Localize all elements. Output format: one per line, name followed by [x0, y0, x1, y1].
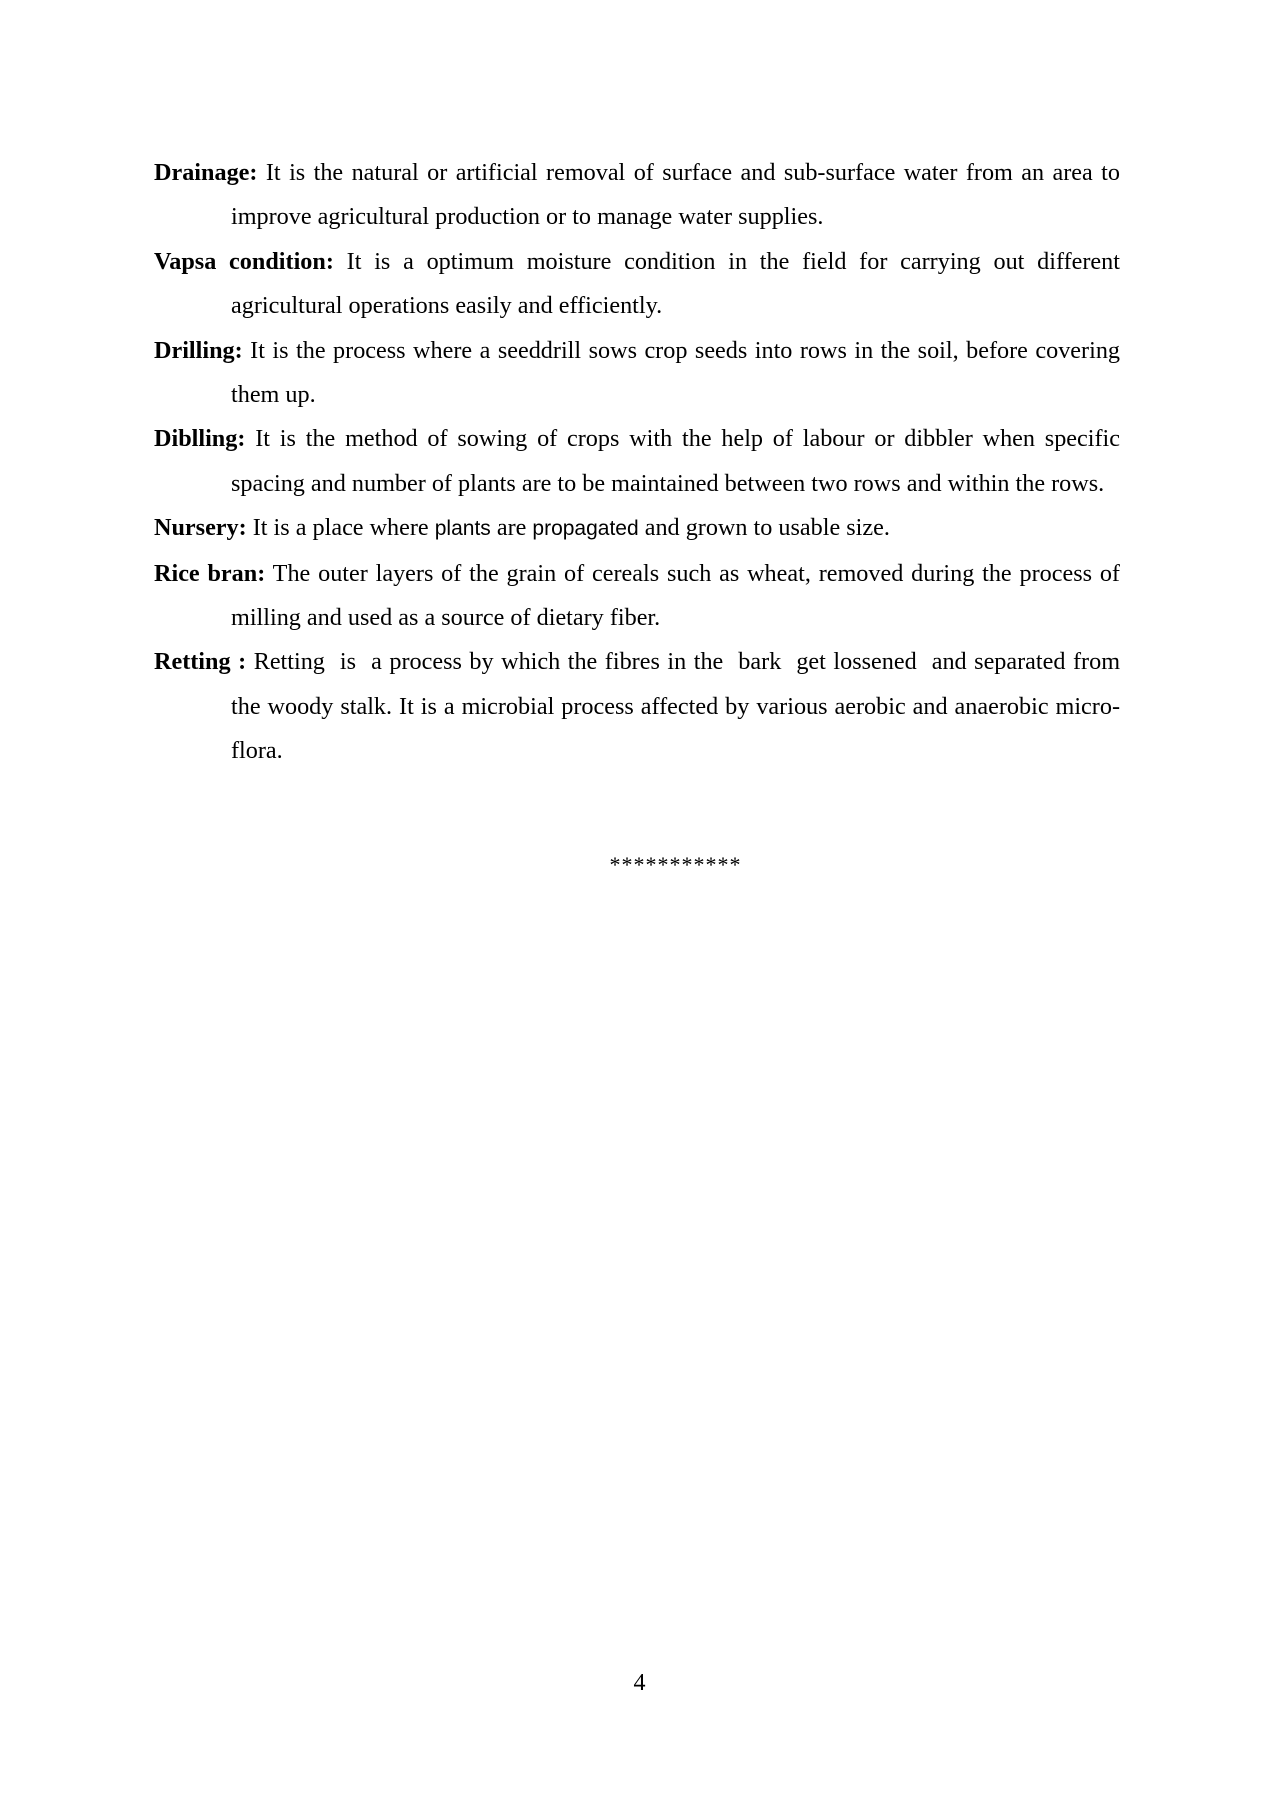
- entry-definition-part: propagated: [532, 517, 639, 541]
- entry-definition: It is the process where a seeddrill sows crop seeds into rows in the soil, before covering them up.: [231, 336, 1121, 409]
- glossary-entry-vapsa-condition: [154, 240, 1120, 329]
- entry-definition-part: plants: [434, 517, 491, 541]
- glossary-entry-nursery: [154, 506, 1120, 551]
- entry-definition: Retting is a process by which the fibres in the bark get lossened and separated from the woody stalk. It is a microbial process affected by various aerobic and anaerobic micro-flora.: [231, 648, 1127, 765]
- entry-definition-part: and grown to usable size.: [644, 514, 890, 542]
- glossary-entry-diblling: [154, 417, 1120, 506]
- glossary-entry-rice-bran: [154, 552, 1120, 641]
- glossary-entry-retting: [154, 640, 1127, 773]
- page-number: 4: [633, 1670, 646, 1696]
- entry-term: Drainage:: [154, 159, 258, 186]
- entry-definition: It is the natural or artificial removal of surface and sub-surface water from an area to improve agricultural production or to manage water supplies.: [231, 159, 1120, 231]
- glossary: [154, 151, 1127, 774]
- entry-definition: It is a optimum moisture condition in the field for carrying out different agricultural operations easily and efficiently.: [231, 247, 1120, 320]
- entry-term: Nursery:: [154, 514, 247, 542]
- section-divider: ***********: [609, 852, 742, 877]
- entry-definition: It is the method of sowing of crops with the help of labour or dibbler when specific spacing and number of plants are to be maintained between two rows and within the rows.: [231, 425, 1121, 497]
- entry-term: Diblling:: [154, 425, 246, 453]
- glossary-entry-drilling: [154, 329, 1120, 418]
- entry-definition: The outer layers of the grain of cereals such as wheat, removed during the process of milling and used as a source of dietary fiber.: [231, 559, 1120, 632]
- entry-definition-part: It is a place where: [252, 514, 429, 542]
- entry-definition-part: are: [496, 514, 527, 542]
- entry-term: Retting :: [154, 648, 247, 676]
- entry-term: Vapsa condition:: [154, 247, 334, 275]
- glossary-entry-drainage: [154, 151, 1120, 240]
- entry-term: Drilling:: [154, 336, 243, 364]
- entry-term: Rice bran:: [154, 559, 266, 587]
